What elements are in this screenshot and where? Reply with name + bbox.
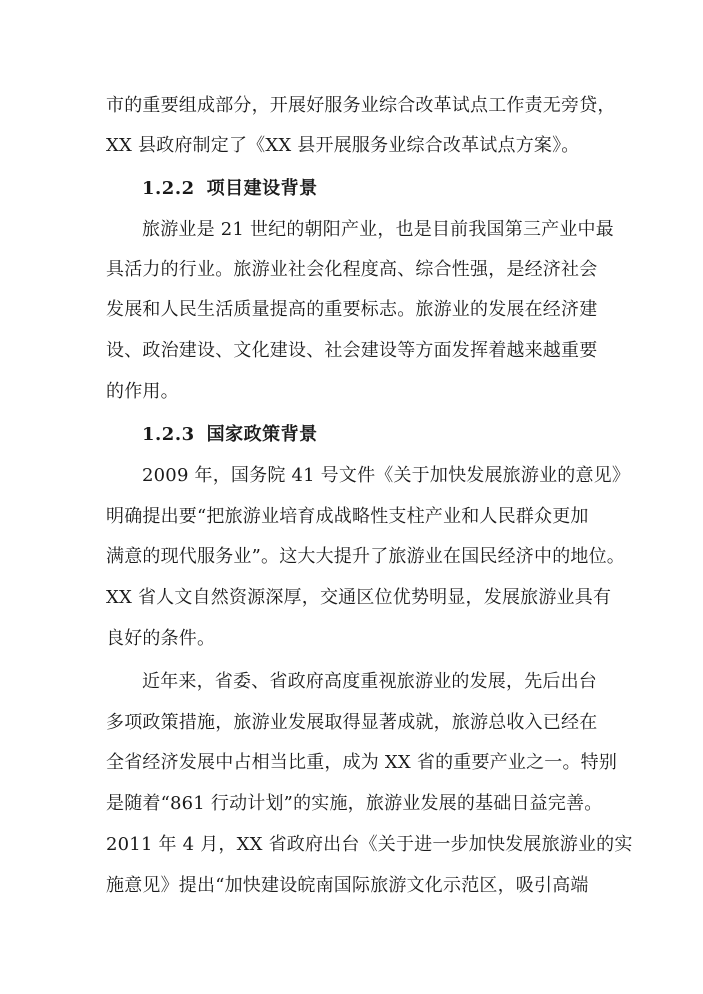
body-line: 具活力的行业。旅游业社会化程度高、综合性强，是经济社会 [106, 259, 598, 280]
body-line: 2011 年 4 月，XX 省政府出台《关于进一步加快发展旅游业的实 [106, 834, 633, 855]
body-line: 市的重要组成部分，开展好服务业综合改革试点工作责无旁贷， [106, 95, 616, 116]
body-line: 多项政策措施，旅游业发展取得显著成就，旅游总收入已经在 [106, 712, 598, 733]
body-line: 施意见》提出“加快建设皖南国际旅游文化示范区，吸引高端 [106, 875, 589, 896]
body-line: 满意的现代服务业”。这大大提升了旅游业在国民经济中的地位。 [106, 546, 625, 567]
body-line: 发展和人民生活质量提高的重要标志。旅游业的发展在经济建 [106, 299, 598, 320]
section-title: 项目建设背景 [206, 178, 318, 199]
body-line: XX 县政府制定了《XX 县开展服务业综合改革试点方案》。 [106, 135, 580, 156]
body-line: XX 省人文自然资源深厚，交通区位优势明显，发展旅游业具有 [106, 587, 612, 608]
body-line: 设、政治建设、文化建设、社会建设等方面发挥着越来越重要 [106, 340, 598, 361]
body-line: 全省经济发展中占相当比重，成为 XX 省的重要产业之一。特别 [106, 752, 618, 773]
section-number: 1.2.2 [142, 178, 195, 199]
section-heading-1-2-2 [142, 177, 318, 201]
body-line: 良好的条件。 [106, 628, 216, 649]
body-line: 2009 年，国务院 41 号文件《关于加快发展旅游业的意见》 [142, 465, 631, 486]
section-number: 1.2.3 [142, 424, 195, 445]
body-line: 的作用。 [106, 381, 179, 402]
section-title: 国家政策背景 [206, 424, 318, 445]
body-line: 旅游业是 21 世纪的朝阳产业，也是目前我国第三产业中最 [142, 219, 614, 240]
body-line: 明确提出要“把旅游业培育成战略性支柱产业和人民群众更加 [106, 506, 589, 527]
body-line: 是随着“861 行动计划”的实施，旅游业发展的基础日益完善。 [106, 793, 603, 814]
body-line: 近年来，省委、省政府高度重视旅游业的发展，先后出台 [142, 671, 597, 692]
section-heading-1-2-3 [142, 423, 318, 447]
